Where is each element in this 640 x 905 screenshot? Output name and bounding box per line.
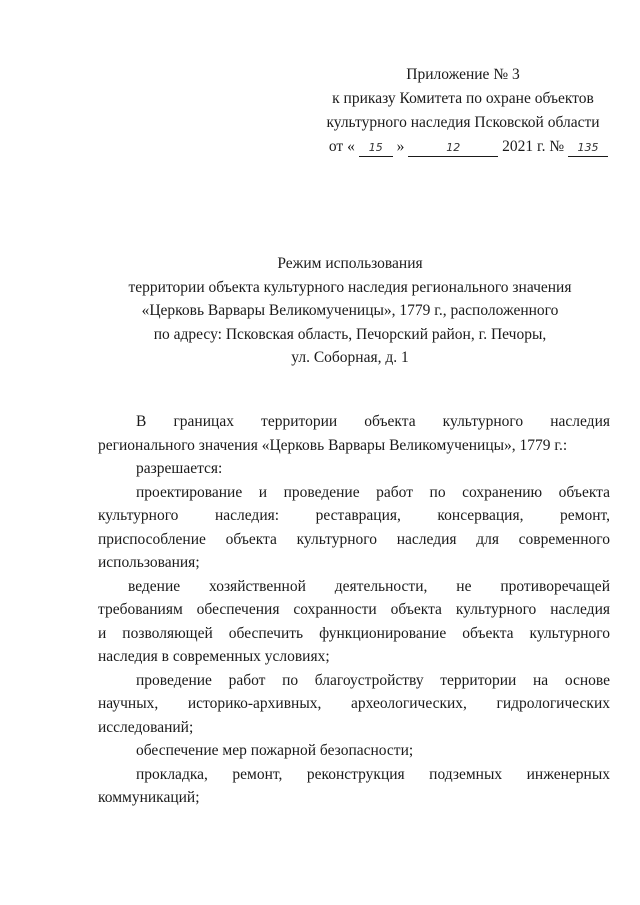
order-date-line bbox=[318, 135, 608, 159]
body-line: требованиям обеспечения сохранности объекта культурного наследия bbox=[98, 601, 610, 618]
paragraph-fire-safety bbox=[98, 739, 610, 763]
appendix-header bbox=[318, 63, 608, 159]
body-line: прокладка, ремонт, реконструкция подземных инженерных bbox=[136, 765, 610, 783]
body-line: исследований; bbox=[98, 718, 194, 736]
body-line: и позволяющей обеспечить функционирование объекта культурного bbox=[98, 624, 610, 642]
body-line: В границах территории объекта культурного наследия bbox=[136, 413, 610, 430]
body-line: проектирование и проведение работ по сохранению объекта bbox=[136, 483, 610, 501]
paragraph-permitted bbox=[98, 457, 610, 481]
date-mid: » bbox=[396, 138, 405, 155]
paragraph-design-works bbox=[98, 481, 610, 575]
handwritten-order-number: 135 bbox=[568, 140, 608, 157]
handwritten-day: 15 bbox=[359, 140, 393, 157]
title-line: территории объекта культурного наследия регионального значения bbox=[128, 278, 572, 296]
document-title bbox=[90, 252, 610, 370]
paragraph-economic-activity bbox=[98, 575, 610, 669]
title-line: по адресу: Псковская область, Печорский район, г. Печоры, bbox=[153, 325, 547, 343]
body-line: регионального значения «Церковь Варвары Великомученицы», 1779 г.: bbox=[98, 436, 568, 454]
title-line: ул. Соборная, д. 1 bbox=[291, 349, 409, 366]
body-line: приспособление объекта культурного наследия для современного bbox=[98, 530, 610, 548]
date-year: 2021 г. № bbox=[502, 138, 565, 155]
title-line: «Церковь Варвары Великомученицы», 1779 г., расположенного bbox=[141, 302, 559, 319]
date-prefix: от « bbox=[328, 138, 355, 155]
body-line: обеспечение мер пожарной безопасности; bbox=[136, 742, 414, 759]
order-reference: к приказу Комитета по охране объектов bbox=[332, 90, 594, 107]
body-line: коммуникаций; bbox=[98, 789, 200, 806]
title-line: Режим использования bbox=[277, 255, 423, 272]
paragraph-landscaping bbox=[98, 669, 610, 740]
body-line: ведение хозяйственной деятельности, не противоречащей bbox=[128, 577, 610, 595]
paragraph-intro bbox=[98, 410, 610, 457]
committee-name: культурного наследия Псковской области bbox=[326, 114, 600, 131]
document-body bbox=[98, 410, 610, 810]
paragraph-utilities bbox=[98, 763, 610, 810]
appendix-number: Приложение № 3 bbox=[406, 66, 520, 83]
body-line: разрешается: bbox=[136, 460, 223, 477]
body-line: научных, историко-архивных, археологических, гидрологических bbox=[98, 695, 610, 712]
body-line: наследия в современных условиях; bbox=[98, 648, 330, 665]
body-line: использования; bbox=[98, 554, 200, 571]
handwritten-month: 12 bbox=[408, 140, 498, 157]
body-line: проведение работ по благоустройству территории на основе bbox=[136, 671, 610, 689]
body-line: культурного наследия: реставрация, консервация, ремонт, bbox=[98, 507, 610, 524]
